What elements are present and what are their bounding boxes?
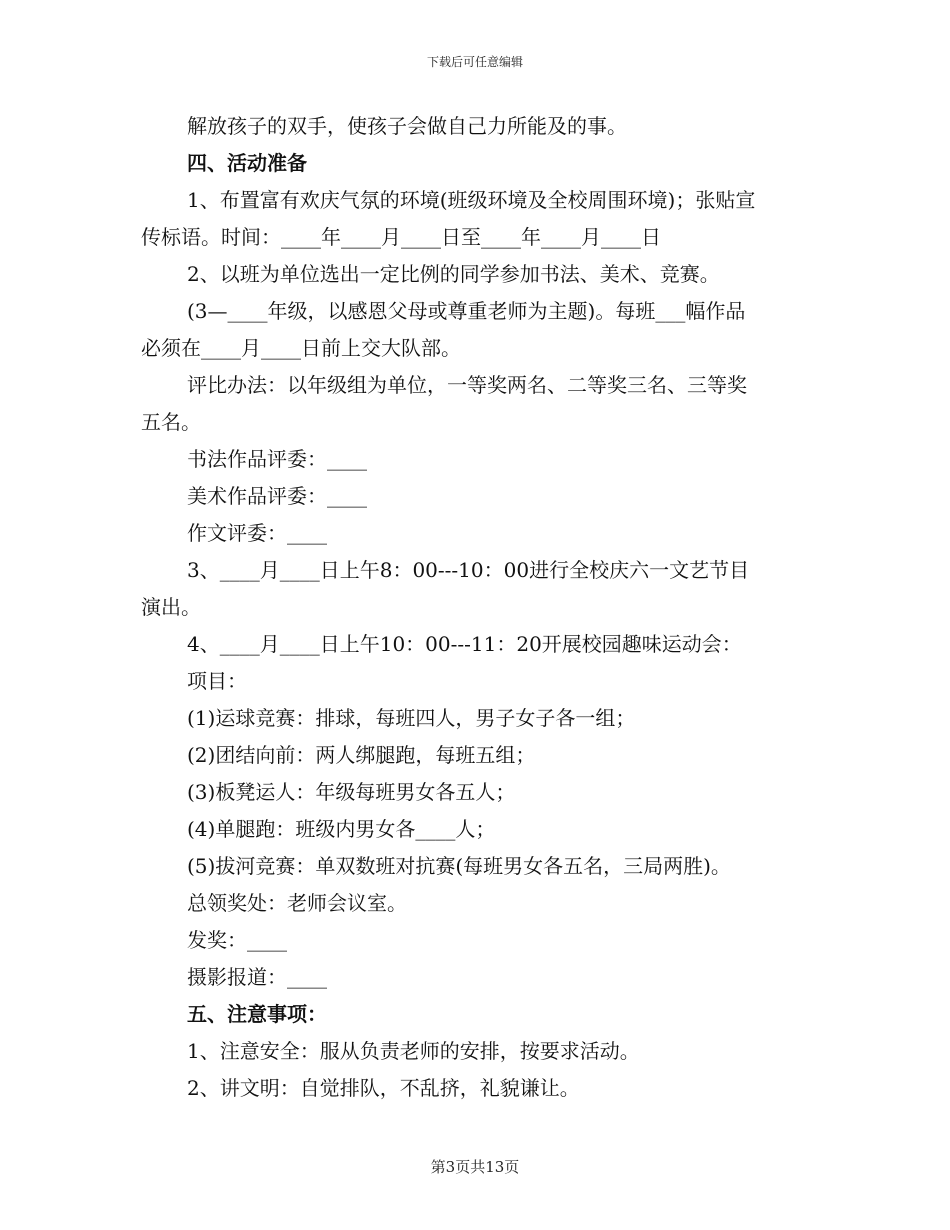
paragraph-line: 传标语。时间：____年____月____日至____年____月____日 bbox=[141, 225, 661, 249]
paragraph-line: 3、____月____日上午8：00---10：00进行全校庆六一文艺节目 bbox=[187, 558, 750, 582]
page-header: 下载后可任意编辑 bbox=[426, 55, 523, 69]
paragraph-line: 摄影报道：____ bbox=[187, 965, 327, 989]
list-item: (5)拔河竞赛：单双数班对抗赛(每班男女各五名，三局两胜)。 bbox=[187, 854, 731, 878]
section-heading-preparation: 四、活动准备 bbox=[187, 151, 307, 175]
paragraph-line: 美术作品评委：____ bbox=[187, 484, 367, 508]
paragraph-line: 必须在____月____日前上交大队部。 bbox=[141, 336, 461, 360]
paragraph-line: 作文评委：____ bbox=[187, 521, 327, 545]
paragraph-line: 1、注意安全：服从负责老师的安排，按要求活动。 bbox=[187, 1039, 640, 1063]
list-item: (4)单腿跑：班级内男女各____人； bbox=[187, 817, 496, 841]
list-item: (1)运球竞赛：排球，每班四人，男子女子各一组； bbox=[187, 706, 636, 730]
paragraph-line: 发奖：____ bbox=[187, 928, 287, 952]
paragraph-line: 2、以班为单位选出一定比例的同学参加书法、美术、竞赛。 bbox=[187, 262, 720, 286]
paragraph-line: 评比办法：以年级组为单位，一等奖两名、二等奖三名、三等奖 bbox=[187, 373, 747, 397]
paragraph-line: 4、____月____日上午10：00---11：20开展校园趣味运动会： bbox=[187, 632, 742, 656]
section-heading-notes: 五、注意事项： bbox=[187, 1002, 327, 1026]
paragraph-line: 1、布置富有欢庆气氛的环境(班级环境及全校周围环境)；张贴宣 bbox=[187, 188, 756, 212]
list-item: (3)板凳运人：年级每班男女各五人； bbox=[187, 780, 516, 804]
paragraph-line: 2、讲文明：自觉排队，不乱挤，礼貌谦让。 bbox=[187, 1076, 580, 1100]
paragraph-line: 演出。 bbox=[141, 595, 201, 619]
paragraph-line: (3—____年级，以感恩父母或尊重老师为主题)。每班___幅作品 bbox=[187, 299, 746, 323]
paragraph-line: 书法作品评委：____ bbox=[187, 447, 367, 471]
paragraph-line: 总领奖处：老师会议室。 bbox=[187, 891, 407, 915]
paragraph-line: 项目： bbox=[187, 669, 247, 693]
document-body bbox=[141, 108, 813, 1107]
paragraph-line: 解放孩子的双手，使孩子会做自己力所能及的事。 bbox=[187, 114, 627, 138]
list-item: (2)团结向前：两人绑腿跑，每班五组； bbox=[187, 743, 536, 767]
page-footer: 第3页共13页 bbox=[430, 1158, 520, 1176]
paragraph-line: 五名。 bbox=[141, 410, 201, 434]
